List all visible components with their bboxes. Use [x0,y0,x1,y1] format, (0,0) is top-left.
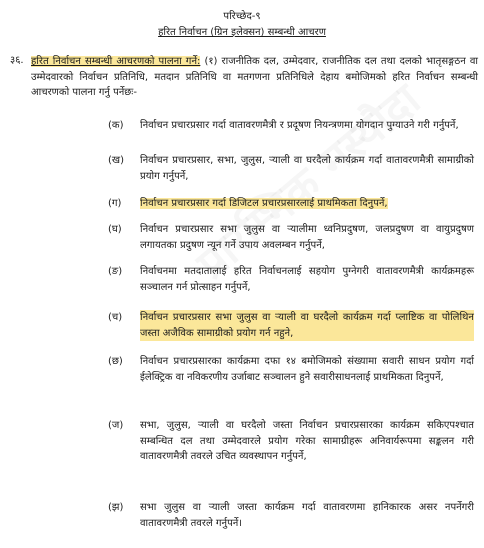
list-text: सभा, जुलुस, र्‍याली वा घरदैलो जस्ता निर्वाचन प्रचारप्रसारका कार्यक्रम सकिएपश्चात सम्बन्धित दल तथा उम्मेदवारले प्रयोग गरेका सामाग्रीहरू अनिवार्यरूपमा सङ्कलन गरी वातावरणमैत्री तवरले उचित व्यवस्थापन गर्नुपर्ने, [140,420,474,462]
list-marker: (झ) [108,502,124,513]
list-text: निर्वाचनमा मतदातालाई हरित निर्वाचनलाई सहयोग पुग्नेगरी वातावरणमैत्री कार्यक्रमहरू सञ्चालन गर्न प्रोत्साहन गर्नुपर्ने, [140,266,474,293]
list-marker: (ग) [108,198,122,209]
section-intro-text: (१) राजनीतिक दल, उम्मेदवार, राजनीतिक दल तथा दलको भातृसङ्गठन वा उम्मेदवारको निर्वाचन प्रतिनिधि, मतदान प्रतिनिधि वा मतगणना प्रतिनिधिले देहाय बमोजिमको हरित निर्वाचन सम्बन्धी आचरणको पालना गर्नु पर्नेछः- [31,56,479,98]
list-marker: (क) [108,120,124,131]
list-text: निर्वाचन प्रचारप्रसारका कार्यक्रमा दफा १४ बमोजिमको संख्यामा सवारी साधन प्रयोग गर्दा ईलेक्ट्रिक वा नविकरणीय उर्जाबाट सञ्चालन हुने सवारीसाधनलाई प्राथमिकता दिनुपर्ने, [140,356,474,383]
list-text: निर्वाचन प्रचारप्रसार सभा जुलुस वा र्‍याली वा घरदैलो कार्यक्रम गर्दा प्लाष्टिक वा पोलिथिन जस्ता अजैविक सामाग्रीको प्रयोग गर्न नहुने, [140,310,474,341]
section-intro-paragraph [31,54,478,101]
list-text: सभा जुलुस वा र्‍याली जस्ता कार्यक्रम गर्दा वातावरणमा हानिकारक असर नपर्नेगरी वातावरणमैत्री तवरले गर्नुपर्ने। [140,502,474,529]
list-marker: (ख) [108,155,124,166]
list-text: निर्वाचन प्रचारप्रसार, सभा, जुलुस, र्‍याली वा घरदैलो कार्यक्रम गर्दा वातावरणमैत्री सामाग्रीको प्रयोग गर्नुपर्ने, [140,155,474,182]
list-text: निर्वाचन प्रचारप्रसार सभा जुलुस वा र्‍यालीमा ध्वनिप्रदुषण, जलप्रदुषण वा वायुप्रदुषण लगायतका प्रदुषण न्यून गर्ने उपाय अवलम्बन गर्नुपर्ने, [140,224,474,251]
section-number: ३६. [10,55,24,66]
list-text: निर्वाचन प्रचारप्रसार गर्दा वातावरणमैत्री र प्रदूषण नियन्त्रणमा योगदान पुग्याउने गरी गर्नुपर्ने, [140,120,459,131]
chapter-title [0,26,484,40]
list-marker: (छ) [108,356,123,367]
section-heading: हरित निर्वाचन सम्बन्धी आचरणको पालना गर्ने: [31,56,201,67]
highlighted-text: निर्वाचन प्रचारप्रसार गर्दा डिजिटल प्रचारप्रसारलाई प्राथमिकता दिनुपर्ने, [140,198,388,209]
chapter-heading: परिच्छेद-९ [223,11,261,22]
list-marker: (ज) [108,420,124,431]
list-marker: (घ) [108,224,122,235]
chapter-title-text: हरित निर्वाचन (ग्रिन इलेक्सन) सम्बन्धी आचरण [158,27,326,38]
list-text [140,196,474,212]
list-marker: (च) [108,312,123,323]
list-marker: (ङ) [108,266,123,277]
